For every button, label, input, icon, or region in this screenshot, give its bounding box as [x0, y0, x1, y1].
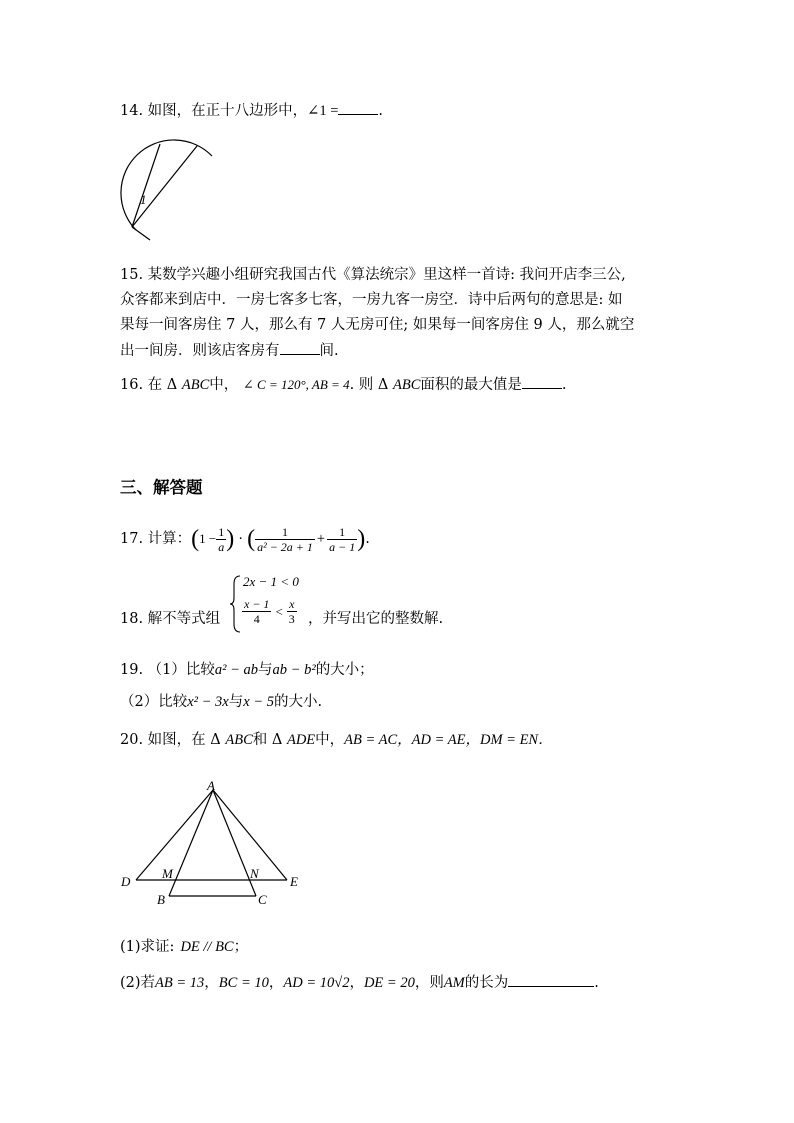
q20-p1-label: (1)求证:: [120, 939, 175, 955]
q20-and: 和 Δ: [252, 732, 287, 748]
q14-body: 如图，在正十八边形中，: [147, 103, 308, 119]
q16-post: 面积的最大值是: [420, 377, 522, 393]
q20-label-A: A: [207, 778, 215, 793]
q14-answer-blank[interactable]: [338, 100, 378, 115]
q14-end: .: [378, 103, 383, 119]
q18-post: ，并写出它的整数解.: [308, 611, 444, 627]
q17-frac1-num: 1: [218, 524, 225, 539]
q16-mid: 中，: [209, 377, 239, 393]
q14-text: [120, 100, 383, 121]
q18-frac2-num: x: [287, 597, 297, 612]
q19-part2: [120, 692, 322, 712]
q15-line1-text: 某数学兴趣小组研究我国古代《算法统宗》里这样一首诗: 我问开店李三公,: [147, 267, 626, 283]
q20-p2-end: .: [594, 975, 599, 991]
q18-frac1-den: 4: [253, 612, 260, 626]
q17-label: 计算：: [147, 531, 192, 547]
q19-p1-with: 与: [258, 662, 273, 678]
q20-label-M: M: [162, 866, 173, 881]
q20-answer-blank[interactable]: [508, 972, 594, 987]
q15-line4-text: 出一间房．则该店客房有: [120, 343, 280, 359]
q16-abc: ABC: [181, 377, 210, 393]
q20-label-B: B: [157, 892, 165, 907]
q16-text: [120, 374, 567, 395]
q19-part1: [120, 660, 374, 680]
q18-number: 18.: [120, 611, 144, 627]
q16-condition: ∠ C = 120°, AB = 4: [242, 377, 350, 392]
q18-lt: <: [275, 603, 283, 619]
q16-answer-blank[interactable]: [522, 374, 562, 389]
q17-frac3: [327, 525, 357, 554]
q15-line3: 果每一间客房住 7 人，那么有 7 人无房可住; 如果每一间客房住 9 人，那么就空: [120, 317, 635, 333]
q17-paren-close-2: ): [357, 526, 366, 552]
q17-text: [120, 522, 370, 556]
q18-label: [120, 609, 220, 629]
q17-frac1-den: a: [218, 539, 225, 554]
q20-ade: ADE: [286, 732, 316, 748]
q17-frac3-num: 1: [327, 525, 357, 540]
q20-figure: [112, 776, 312, 908]
q20-label-D: D: [121, 874, 131, 889]
q14-chord-2: [132, 146, 197, 227]
q20-p2-c1: AB = 13: [155, 975, 205, 991]
q19-p2-pre: （2）比较: [120, 694, 188, 710]
q14-angle-label: 1: [140, 192, 147, 207]
q18-brace-path: [230, 576, 240, 632]
q17-paren-open-2: (: [247, 526, 256, 552]
q19-p1-expr1: a² − ab: [214, 662, 259, 678]
q14-angle: ∠1 =: [307, 103, 339, 119]
q20-conditions: AB = AC，AD = AE，DM = EN．: [344, 732, 553, 748]
q14-extension: [132, 227, 150, 240]
q19-p2-expr1: x² − 3x: [187, 694, 229, 710]
q18-ineq1: 2x − 1 < 0: [243, 574, 299, 589]
q17-one: 1 −: [199, 531, 217, 546]
q20-p2-mid: ，则: [414, 975, 444, 991]
q15-line2: 众客都来到店中．一房七客多七客，一房九客一房空．诗中后两句的意思是: 如: [120, 292, 623, 308]
section-heading: 三、解答题: [120, 478, 203, 497]
q16-number: 16.: [120, 377, 144, 393]
q20-label-N: N: [250, 866, 259, 881]
q17-plus: +: [316, 531, 326, 547]
q18-frac2-den: 3: [288, 612, 295, 626]
q17-frac1: [216, 525, 226, 554]
q17-frac2-den: a² − 2a + 1: [257, 539, 313, 554]
q18-label-text: 解不等式组: [147, 611, 221, 627]
q18-ineq2: [242, 597, 297, 626]
q15-number: 15.: [120, 267, 144, 283]
q17-frac2-num: 1: [255, 525, 315, 540]
q17-paren-open-1: (: [191, 526, 200, 552]
q20-p2-c4: DE = 20: [363, 975, 415, 991]
q18-brace: [228, 574, 242, 634]
q19-p2-with: 与: [228, 694, 244, 710]
q14-figure: [112, 132, 222, 244]
q18-frac2: [287, 597, 297, 626]
q17-paren-close-1: ): [226, 526, 235, 552]
q14-number: 14.: [120, 103, 144, 119]
q20-pre: 如图，在 Δ: [147, 732, 226, 748]
q19-p2-post: 的大小.: [273, 694, 323, 710]
q20-p2-post: 的长为: [464, 975, 509, 991]
q15-line1: [120, 265, 626, 285]
q20-line-AD: [136, 790, 213, 880]
q20-p2-am: AM: [443, 975, 465, 991]
q18-frac1-num: x − 1: [244, 597, 270, 611]
q20-label-C: C: [258, 892, 267, 907]
q17-number: 17.: [120, 531, 144, 547]
q20-p2-sep3: ，: [349, 975, 364, 991]
q20-label-E: E: [290, 874, 298, 889]
q20-p2-c3: AD = 10√2: [283, 975, 350, 991]
q19-number: 19.: [120, 662, 144, 678]
q15-line4: [120, 340, 339, 361]
q19-p1-pre: （1）比较: [147, 662, 215, 678]
q20-abc: ABC: [225, 732, 253, 748]
q17-dot: ·: [238, 531, 244, 547]
q20-p2-c2: BC = 10: [218, 975, 269, 991]
q15-line4-end: 间.: [319, 343, 339, 359]
q17-frac2: [255, 525, 315, 554]
q20-p2-sep2: ，: [268, 975, 284, 991]
q17-end: .: [365, 531, 370, 547]
q16-end: .: [561, 377, 567, 393]
q20-p1-expr: DE // BC: [180, 939, 234, 955]
q20-number: 20.: [120, 732, 144, 748]
q20-text: [120, 730, 553, 750]
q20-p2-pre: (2)若: [120, 975, 156, 991]
q20-part1: [120, 937, 248, 957]
q16-abc2: ABC: [393, 377, 421, 393]
q15-answer-blank[interactable]: [280, 340, 320, 355]
q16-then: . 则 Δ: [349, 377, 394, 393]
q20-p1-end: ；: [233, 939, 249, 955]
q18-frac1: [242, 597, 271, 626]
q20-mid: 中，: [315, 732, 345, 748]
q19-p1-post: 的大小；: [315, 662, 374, 678]
q16-pre: 在 Δ: [147, 377, 182, 393]
q20-p2-sep1: ，: [204, 975, 219, 991]
q20-part2: [120, 972, 599, 993]
q19-p2-expr2: x − 5: [243, 694, 274, 710]
q19-p1-expr2: ab − b²: [272, 662, 316, 678]
q17-frac3-den: a − 1: [329, 539, 356, 554]
